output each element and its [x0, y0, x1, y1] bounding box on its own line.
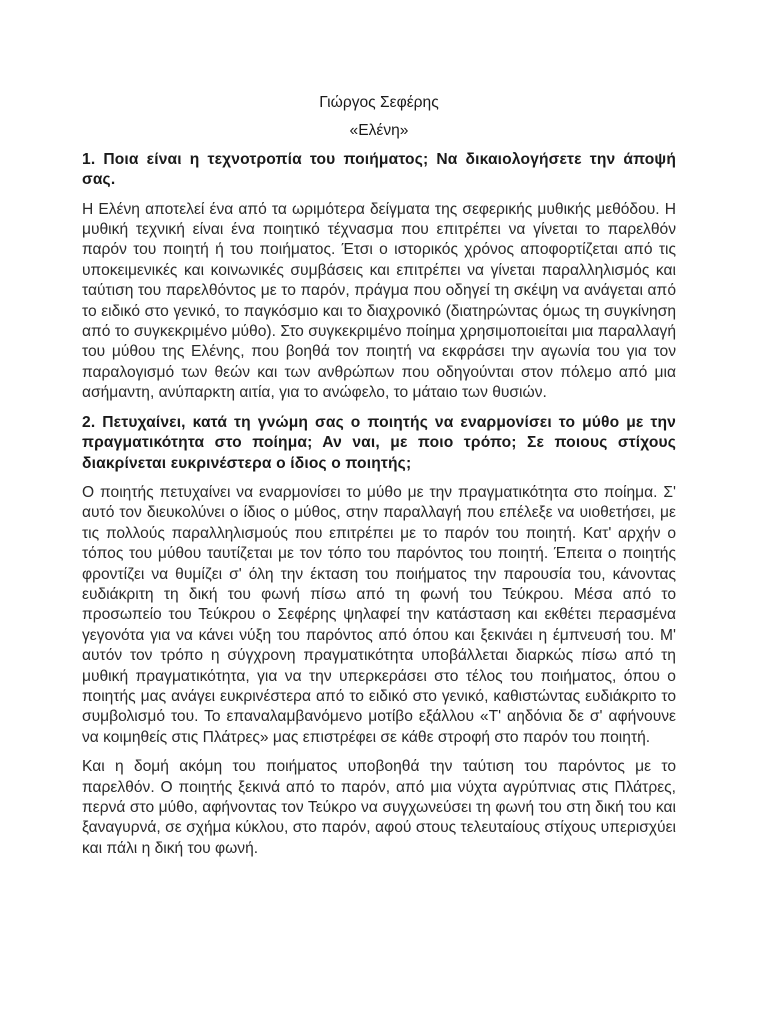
question-1: 1. Ποια είναι η τεχνοτροπία του ποιήματος; Να δικαιολογήσετε την άποψή σας.	[82, 150, 676, 189]
document-title: Γιώργος Σεφέρης	[319, 94, 439, 111]
document-subtitle: «Ελένη»	[349, 122, 409, 140]
document-page	[82, 93, 676, 868]
section-2	[82, 413, 676, 860]
answer-2-paragraph-1: Ο ποιητής πετυχαίνει να εναρμονίσει το μύθο με την πραγματικότητα στο ποίημα. Σ' αυτό τον διευκολύνει ο ίδιος ο μύθος, στην παραλλαγή που επέλεξε να υιοθετήσει, με τις πολλούς παραλληλισμούς που επιτρέπει με το παρόν του ποιητή. Κατ' αρχήν ο τόπος του μύθου ταυτίζεται με τον τόπο του παρόντος του ποιητή. Έπειτα ο ποιητής φροντίζει να θυμίζει σ' όλη την έκταση του ποιήματος την παρουσία του, κάνοντας ευδιάκριτη τη δική του φωνή πίσω από τη φωνή του Τεύκρου. Μέσα από το προσωπείο του Τεύκρου ο Σεφέρης ψηλαφεί την κατάσταση και εκθέτει περασμένα γεγονότα για να κάνει νύξη του παρόντος από όπου και ξεκινάει η έμπνευσή του. Μ' αυτόν τον τρόπο η σύγχρονη πραγματικότητα υποβάλλεται διαρκώς πίσω από τη μυθική πραγματικότητα, για να την υπερκεράσει στο τέλος του ποιήματος, όπου ο ποιητής μας ανάγει ευκρινέστερα από το ειδικό στο γενικό, καθιστώντας ευδιάκριτο το συμβολισμό του. Το επαναλαμβανόμενο μοτίβο εξάλλου «Τ' αηδόνια δε σ' αφήνουνε να κοιμηθείς στις Πλάτρες» μας επιστρέφει σε κάθε στροφή στο παρόν του ποιητή.	[82, 483, 676, 746]
answer-2-paragraph-2: Και η δομή ακόμη του ποιήματος υποβοηθά την ταύτιση του παρόντος με το παρελθόν. Ο ποιητής ξεκινά από το παρόν, από μια νύχτα αγρύπνιας στις Πλάτρες, περνά στο μύθο, αφήνοντας τον Τεύκρο να συγχωνεύσει τη φωνή του στη δική του και ξαναγυρνά, σε σχήμα κύκλου, στο παρόν, αφού στους τελευταίους στίχους υπερισχύει και πάλι η δική του φωνή.	[82, 758, 676, 857]
question-2: 2. Πετυχαίνει, κατά τη γνώμη σας ο ποιητής να εναρμονίσει το μύθο με την πραγματικότητα στο ποίημα; Αν ναι, με ποιο τρόπο; Σε ποιους στίχους διακρίνεται ευκρινέστερα ο ίδιος ο ποιητής;	[82, 413, 676, 472]
answer-1-paragraph-1: Η Ελένη αποτελεί ένα από τα ωριμότερα δείγματα της σεφερικής μυθικής μεθόδου. Η μυθική τεχνική είναι ένα ποιητικό τέχνασμα που επιτρέπει να γίνεται το παρελθόν παρόν του ποιητή ή του ποιήματος. Έτσι ο ιστορικός χρόνος αποφορτίζεται από τις υποκειμενικές και κοινωνικές συμβάσεις και επιτρέπει να γίνεται παραλληλισμός και ταύτιση του παρελθόντος με το παρόν, πράγμα που οδηγεί τη σκέψη να ανάγεται από το ειδικό στο γενικό, το παγκόσμιο και το διαχρονικό (διατηρώντας όμως τη συγκίνηση από το συγκεκριμένο μύθο). Στο συγκεκριμένο ποίημα χρησιμοποιείται μια παραλλαγή του μύθου της Ελένης, που βοηθά τον ποιητή να εκφράσει την αγωνία του για τον παραλογισμό των θεών και των ανθρώπων που οδηγούνται στον πόλεμο από μια ασήμαντη, ανύπαρκτη αιτία, για το ανώφελο, το μάταιο των θυσιών.	[82, 200, 676, 402]
section-1	[82, 150, 676, 404]
